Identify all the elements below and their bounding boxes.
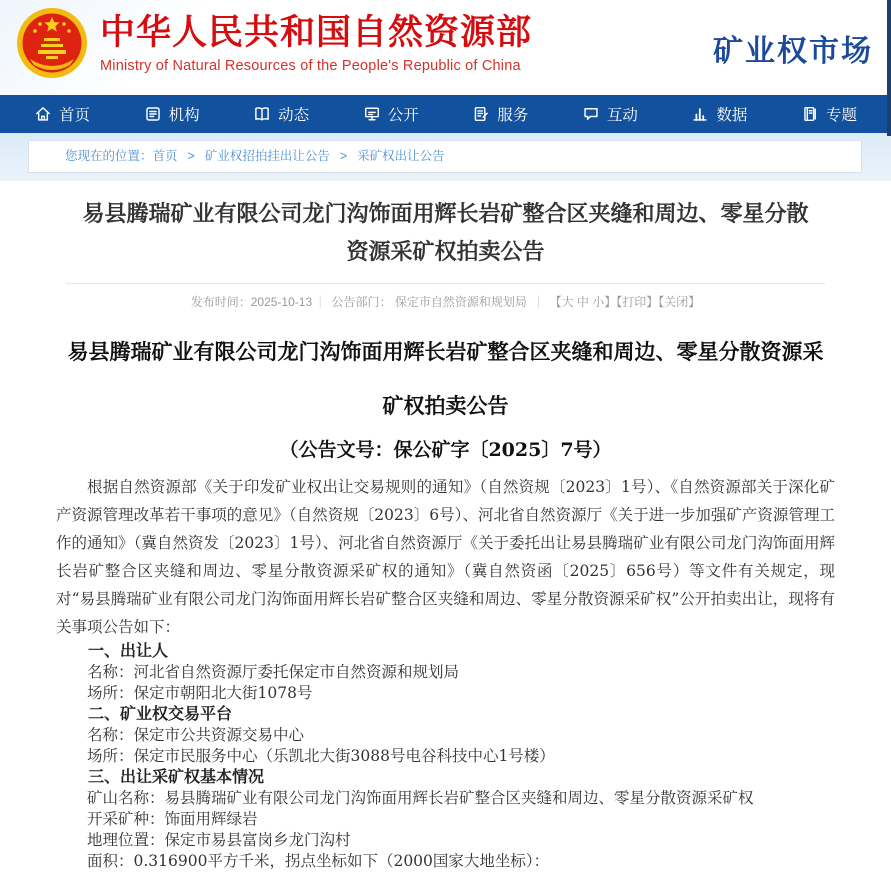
dept-name: 保定市自然资源和规划局 [394,295,527,309]
body-paragraph: 地理位置：保定市易县富岗乡龙门沟村 [87,831,351,849]
publish-date: 2025-10-13 [250,295,313,309]
breadcrumb [28,140,862,173]
nav-item-home[interactable] [34,103,90,125]
nav-item-label: 服务 [497,107,529,124]
font-size-controls[interactable]: 【大 中 小】 [549,295,617,309]
section-heading: 三、出让采矿权基本情况 [88,769,265,786]
site-section-name: 矿业权市场 [713,35,873,68]
main-nav [0,95,891,133]
data-icon [691,105,709,123]
section-heading: 一、出让人 [88,643,169,660]
meta-separator: ｜ [532,295,545,309]
ministry-title: 中华人民共和国自然资源部 [100,12,533,52]
body-paragraph: 场所：保定市朝阳北大街1078号 [87,684,313,702]
divider-line [66,283,825,284]
body-paragraph: 开采矿种：饰面用辉绿岩 [87,810,258,828]
body-paragraph: 名称：河北省自然资源厅委托保定市自然资源和规划局 [87,663,460,681]
article-body [56,473,835,872]
nav-item-topics[interactable] [801,103,857,125]
dept-label: 公告部门： [331,295,392,309]
nav-item-service[interactable] [472,103,528,125]
site-header [0,0,891,95]
body-paragraph: 根据自然资源部《关于印发矿业权出让交易规则的通知》（自然资规〔2023〕1号）、《自然资源部关于深化矿产资源管理改革若干事项的意见》（自然资规〔2023〕6号）、河北省自然资源厅《关于进一步加强矿产资源管理工作的通知》（冀自然资发〔2023〕1号）、河北省自然资源厅《关于委托出让易县腾瑞矿业有限公司龙门沟饰面用辉长岩矿整合区夹缝和周边、零星分散资源采矿权的通知》（冀自然资函〔2025〕656号）等文件有关规定，现对“易县腾瑞矿业有限公司龙门沟饰面用辉长岩矿整合区夹缝和周边、零星分散资源采矿权”公开拍卖出让，现将有关事项公告如下： [56,478,835,636]
nav-item-label: 动态 [278,107,310,124]
organization-icon [144,105,162,123]
breadcrumb-separator: > [339,149,348,163]
nav-item-interaction[interactable] [582,103,638,125]
breadcrumb-link[interactable]: 首页 [152,149,178,163]
home-icon [34,105,52,123]
nav-item-label: 互动 [606,107,638,124]
nav-item-label: 数据 [716,107,748,124]
scrollbar[interactable] [887,0,891,883]
breadcrumb-link[interactable]: 矿业权招拍挂出让公告 [204,149,330,163]
doc-number: （公告文号：保公矿字〔2025〕7号） [279,439,612,461]
section-heading: 二、矿业权交易平台 [88,706,233,723]
nav-item-news[interactable] [253,103,309,125]
breadcrumb-separator: > [187,149,195,163]
nav-item-label: 首页 [59,107,91,124]
topics-icon [801,105,819,123]
nav-item-disclosure[interactable] [363,103,419,125]
nav-item-label: 公开 [387,107,419,124]
breadcrumb-prefix: 您现在的位置： [65,149,153,163]
page-title: 易县腾瑞矿业有限公司龙门沟饰面用辉长岩矿整合区夹缝和周边、零星分散资源采矿权拍卖公告 [82,201,809,265]
interaction-icon [582,105,600,123]
news-icon [253,105,271,123]
body-paragraph: 矿山名称：易县腾瑞矿业有限公司龙门沟饰面用辉长岩矿整合区夹缝和周边、零星分散资源采矿权 [87,789,754,807]
scrollbar-thumb[interactable] [887,0,891,136]
nav-item-data[interactable] [691,103,747,125]
publish-time-label: 发布时间： [190,295,251,309]
breadcrumb-current: 采矿权出让公告 [357,149,445,163]
article-meta [56,293,835,311]
body-paragraph: 场所：保定市民服务中心（乐凯北大街3088号电谷科技中心1号楼） [87,747,555,765]
meta-separator: ｜ [314,295,327,309]
breadcrumb-band [0,133,891,181]
service-icon [472,105,490,123]
body-paragraph: 面积：0.316900平方千米，拐点坐标如下（2000国家大地坐标）： [87,852,550,870]
national-emblem-icon [16,7,88,79]
disclosure-icon [363,105,381,123]
print-button[interactable]: 【打印】 [616,295,659,309]
body-paragraph: 名称：保定市公共资源交易中心 [87,726,305,744]
close-button[interactable]: 【关闭】 [658,295,701,309]
nav-item-label: 专题 [825,107,857,124]
ministry-title-en: Ministry of Natural Resources of the People's Republic of China [100,57,521,74]
body-title: 易县腾瑞矿业有限公司龙门沟饰面用辉长岩矿整合区夹缝和周边、零星分散资源采矿权拍卖公告 [67,339,824,418]
article [0,195,891,872]
logo-text [100,13,532,74]
ministry-logo[interactable] [16,7,532,79]
nav-item-label: 机构 [168,107,200,124]
nav-item-org[interactable] [144,103,200,125]
